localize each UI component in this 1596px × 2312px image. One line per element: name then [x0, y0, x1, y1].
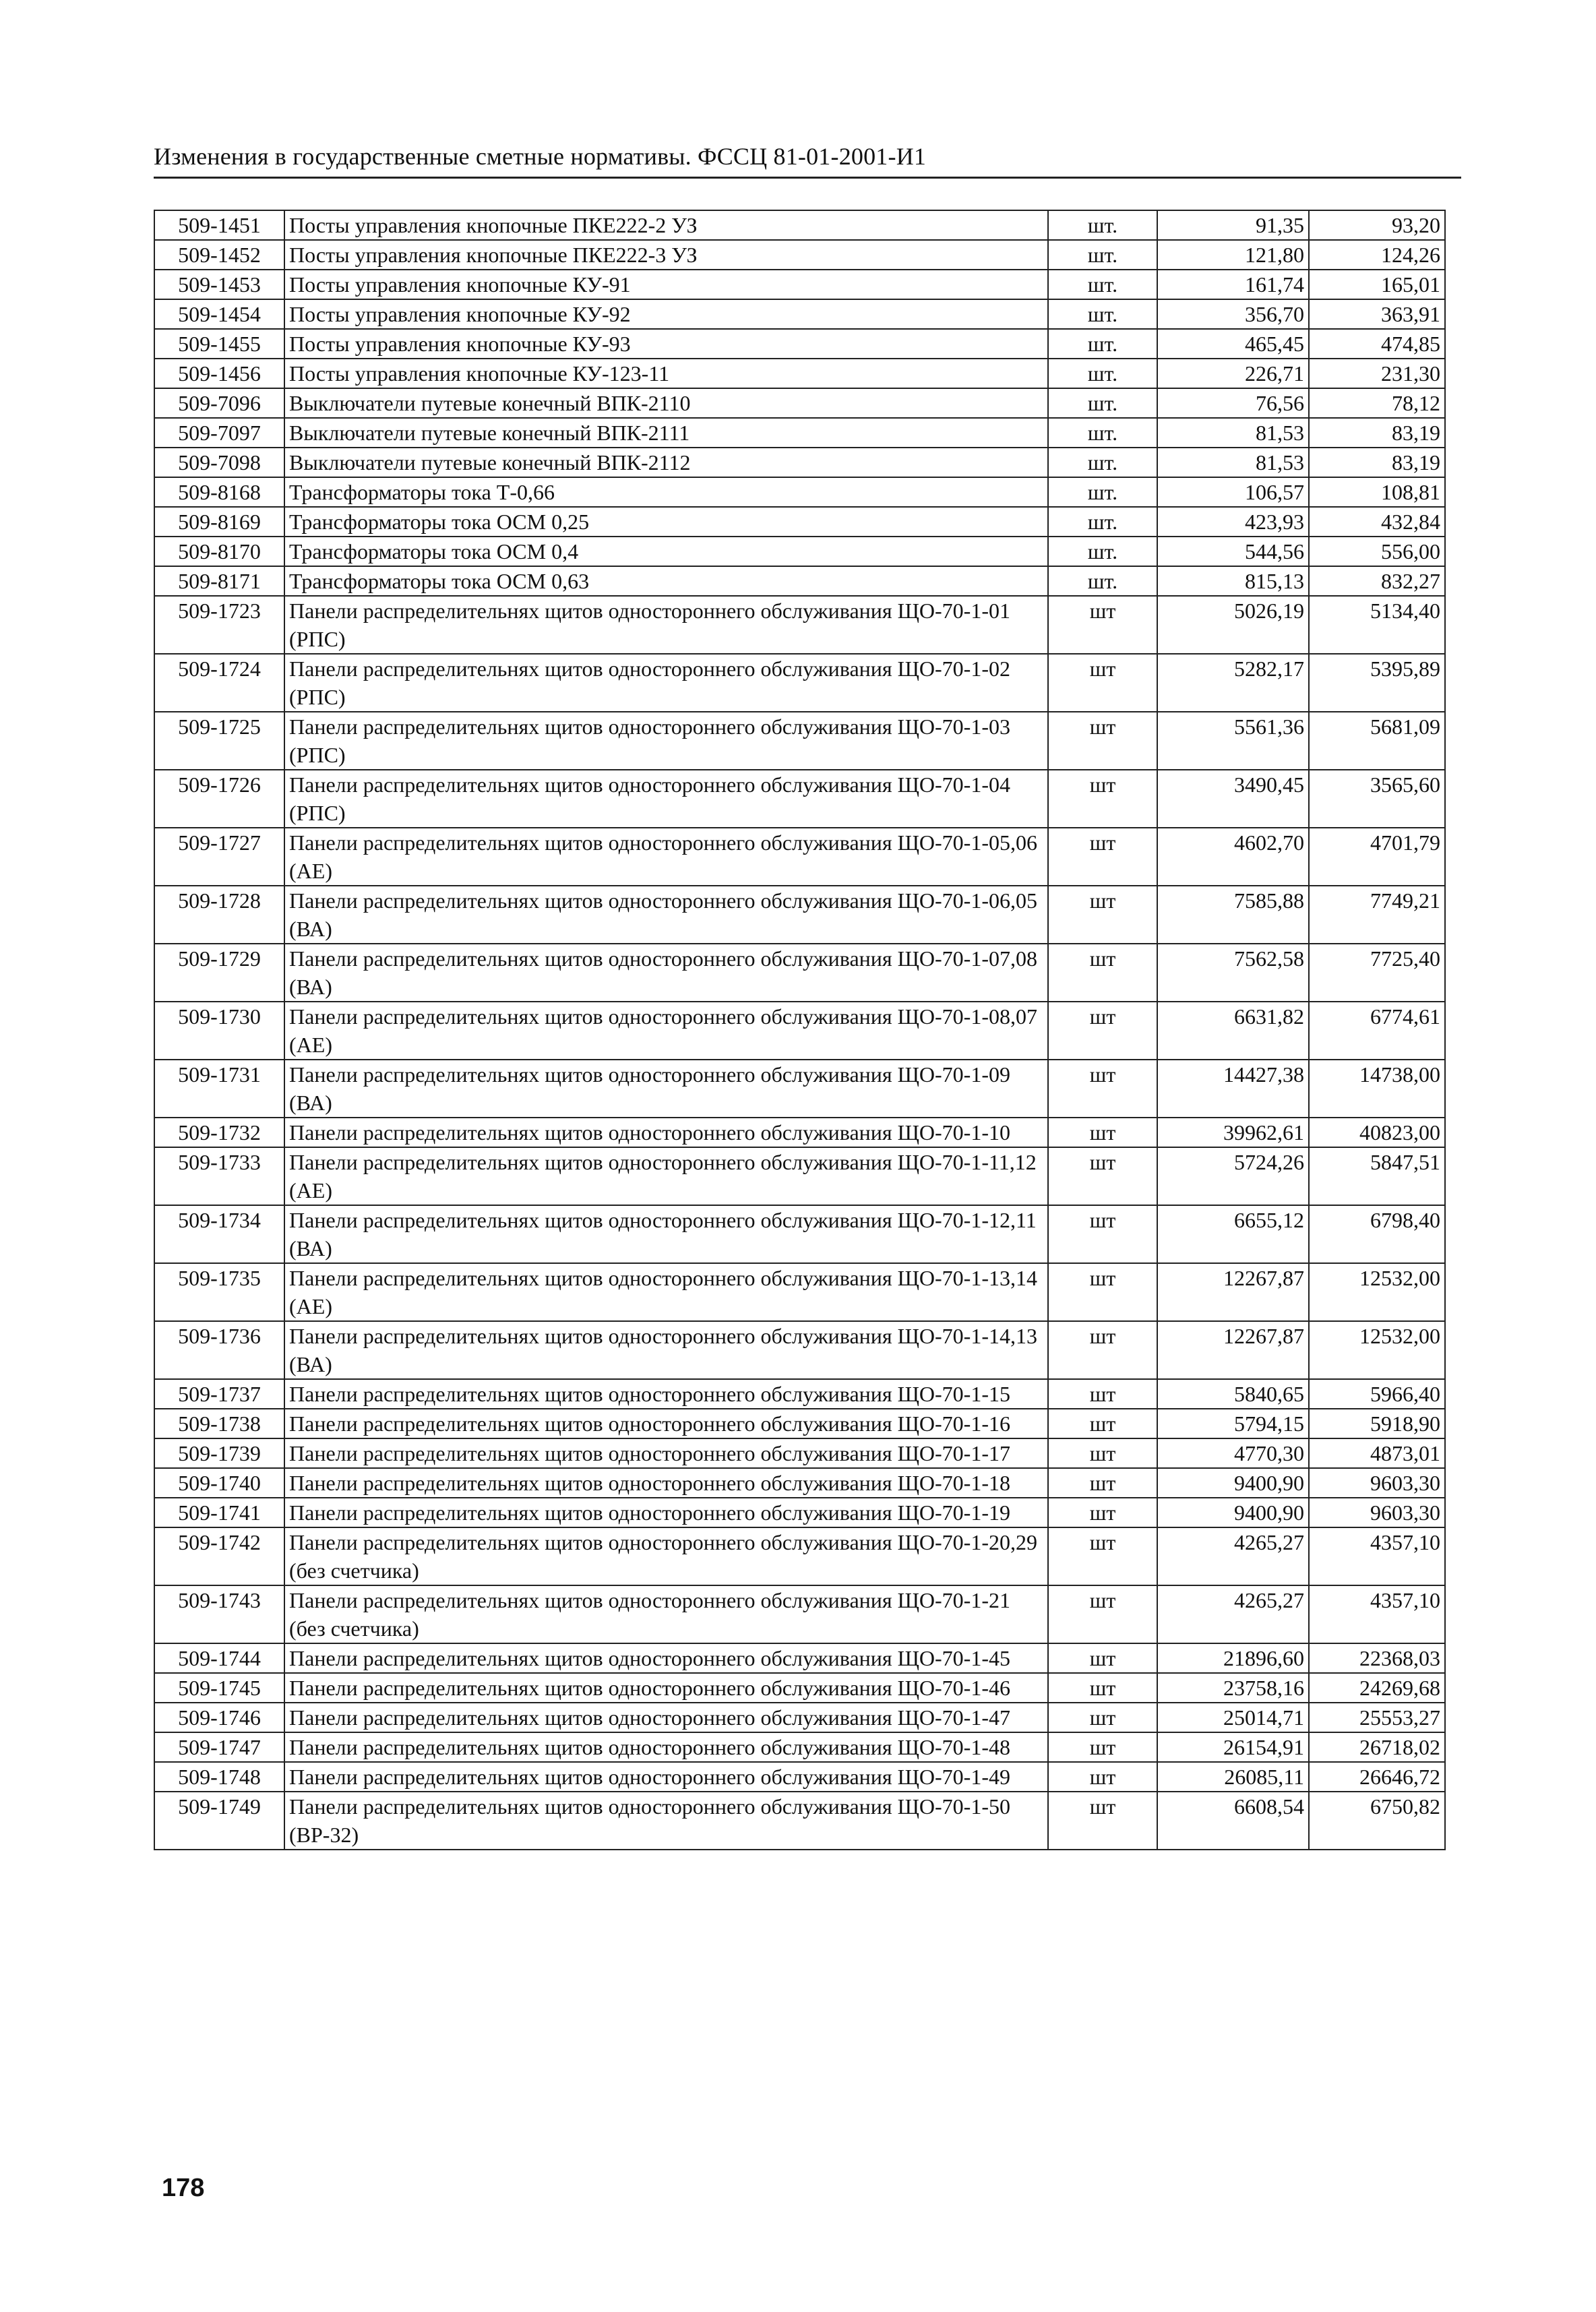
code-cell: 509-8171 — [154, 566, 284, 596]
code-cell: 509-7097 — [154, 418, 284, 448]
price-cell: 815,13 — [1157, 566, 1309, 596]
price-cell: 465,45 — [1157, 329, 1309, 359]
price-cell: 83,19 — [1309, 448, 1445, 477]
unit-cell: шт. — [1048, 418, 1157, 448]
table-row — [154, 1060, 1445, 1118]
code-cell: 509-1739 — [154, 1438, 284, 1468]
name-cell: Выключатели путевые конечный ВПК-2112 — [284, 448, 1048, 477]
price-cell: 9400,90 — [1157, 1468, 1309, 1498]
name-cell: Панели распределительнях щитов одностороннего обслуживания ЩО-70-1-04 (РПС) — [284, 770, 1048, 828]
unit-cell: шт — [1048, 1527, 1157, 1585]
name-cell: Трансформаторы тока Т-0,66 — [284, 477, 1048, 507]
unit-cell: шт. — [1048, 270, 1157, 299]
unit-cell: шт. — [1048, 240, 1157, 270]
table-row — [154, 240, 1445, 270]
code-cell: 509-7098 — [154, 448, 284, 477]
price-cell: 4602,70 — [1157, 828, 1309, 886]
price-cell: 5794,15 — [1157, 1409, 1309, 1438]
price-cell: 12532,00 — [1309, 1263, 1445, 1321]
price-cell: 6655,12 — [1157, 1205, 1309, 1263]
code-cell: 509-1455 — [154, 329, 284, 359]
unit-cell: шт — [1048, 1732, 1157, 1762]
table-row — [154, 1673, 1445, 1703]
price-cell: 24269,68 — [1309, 1673, 1445, 1703]
name-cell: Панели распределительнях щитов одностороннего обслуживания ЩО-70-1-11,12 (АЕ) — [284, 1147, 1048, 1205]
table-row — [154, 654, 1445, 712]
unit-cell: шт — [1048, 1585, 1157, 1643]
name-cell: Панели распределительнях щитов одностороннего обслуживания ЩО-70-1-13,14 (АЕ) — [284, 1263, 1048, 1321]
table-row — [154, 1792, 1445, 1850]
price-cell: 5918,90 — [1309, 1409, 1445, 1438]
price-cell: 9400,90 — [1157, 1498, 1309, 1527]
price-cell: 6798,40 — [1309, 1205, 1445, 1263]
name-cell: Панели распределительнях щитов одностороннего обслуживания ЩО-70-1-46 — [284, 1673, 1048, 1703]
code-cell: 509-1746 — [154, 1703, 284, 1732]
name-cell: Панели распределительнях щитов одностороннего обслуживания ЩО-70-1-50 (ВР-32) — [284, 1792, 1048, 1850]
code-cell: 509-8168 — [154, 477, 284, 507]
code-cell: 509-1736 — [154, 1321, 284, 1379]
price-cell: 4770,30 — [1157, 1438, 1309, 1468]
code-cell: 509-1728 — [154, 886, 284, 944]
code-cell: 509-1452 — [154, 240, 284, 270]
name-cell: Посты управления кнопочные КУ-93 — [284, 329, 1048, 359]
price-cell: 4873,01 — [1309, 1438, 1445, 1468]
code-cell: 509-1730 — [154, 1002, 284, 1060]
name-cell: Панели распределительнях щитов одностороннего обслуживания ЩО-70-1-47 — [284, 1703, 1048, 1732]
price-cell: 5561,36 — [1157, 712, 1309, 770]
unit-cell: шт — [1048, 1792, 1157, 1850]
code-cell: 509-8170 — [154, 537, 284, 566]
price-cell: 5395,89 — [1309, 654, 1445, 712]
unit-cell: шт — [1048, 1409, 1157, 1438]
price-cell: 9603,30 — [1309, 1468, 1445, 1498]
price-cell: 23758,16 — [1157, 1673, 1309, 1703]
table-row — [154, 886, 1445, 944]
table-row — [154, 507, 1445, 537]
table-row — [154, 1585, 1445, 1643]
price-cell: 5134,40 — [1309, 596, 1445, 654]
price-cell: 93,20 — [1309, 210, 1445, 240]
page-header: Изменения в государственные сметные нормативы. ФССЦ 81-01-2001-И1 — [154, 143, 927, 170]
unit-cell: шт — [1048, 1498, 1157, 1527]
price-cell: 474,85 — [1309, 329, 1445, 359]
table-row — [154, 712, 1445, 770]
price-cell: 26646,72 — [1309, 1762, 1445, 1792]
unit-cell: шт. — [1048, 359, 1157, 388]
code-cell: 509-1731 — [154, 1060, 284, 1118]
price-cell: 39962,61 — [1157, 1118, 1309, 1147]
code-cell: 509-1738 — [154, 1409, 284, 1438]
price-cell: 161,74 — [1157, 270, 1309, 299]
table-row — [154, 299, 1445, 329]
price-cell: 3490,45 — [1157, 770, 1309, 828]
code-cell: 509-1453 — [154, 270, 284, 299]
price-cell: 556,00 — [1309, 537, 1445, 566]
code-cell: 509-1745 — [154, 1673, 284, 1703]
price-cell: 4357,10 — [1309, 1527, 1445, 1585]
table-row — [154, 418, 1445, 448]
table-row — [154, 1118, 1445, 1147]
price-cell: 81,53 — [1157, 418, 1309, 448]
unit-cell: шт — [1048, 1468, 1157, 1498]
name-cell: Панели распределительнях щитов одностороннего обслуживания ЩО-70-1-15 — [284, 1379, 1048, 1409]
code-cell: 509-1735 — [154, 1263, 284, 1321]
price-cell: 25553,27 — [1309, 1703, 1445, 1732]
name-cell: Панели распределительнях щитов одностороннего обслуживания ЩО-70-1-07,08 (ВА) — [284, 944, 1048, 1002]
table-row — [154, 1409, 1445, 1438]
unit-cell: шт. — [1048, 388, 1157, 418]
price-cell: 6750,82 — [1309, 1792, 1445, 1850]
name-cell: Трансформаторы тока ОСМ 0,4 — [284, 537, 1048, 566]
code-cell: 509-1454 — [154, 299, 284, 329]
code-cell: 509-1726 — [154, 770, 284, 828]
price-cell: 7562,58 — [1157, 944, 1309, 1002]
price-cell: 124,26 — [1309, 240, 1445, 270]
name-cell: Панели распределительнях щитов одностороннего обслуживания ЩО-70-1-10 — [284, 1118, 1048, 1147]
price-cell: 81,53 — [1157, 448, 1309, 477]
table-row — [154, 388, 1445, 418]
table-row — [154, 1263, 1445, 1321]
name-cell: Панели распределительнях щитов одностороннего обслуживания ЩО-70-1-49 — [284, 1762, 1048, 1792]
table-row — [154, 329, 1445, 359]
name-cell: Посты управления кнопочные КУ-92 — [284, 299, 1048, 329]
code-cell: 509-1456 — [154, 359, 284, 388]
price-cell: 12532,00 — [1309, 1321, 1445, 1379]
price-cell: 14427,38 — [1157, 1060, 1309, 1118]
table-row — [154, 596, 1445, 654]
unit-cell: шт. — [1048, 566, 1157, 596]
name-cell: Панели распределительнях щитов одностороннего обслуживания ЩО-70-1-21 (без счетчика) — [284, 1585, 1048, 1643]
unit-cell: шт — [1048, 1321, 1157, 1379]
table-row — [154, 1703, 1445, 1732]
name-cell: Панели распределительнях щитов одностороннего обслуживания ЩО-70-1-06,05 (ВА) — [284, 886, 1048, 944]
table-row — [154, 1205, 1445, 1263]
unit-cell: шт. — [1048, 448, 1157, 477]
price-cell: 3565,60 — [1309, 770, 1445, 828]
price-cell: 21896,60 — [1157, 1643, 1309, 1673]
unit-cell: шт — [1048, 1205, 1157, 1263]
price-cell: 7749,21 — [1309, 886, 1445, 944]
unit-cell: шт — [1048, 1002, 1157, 1060]
price-cell: 106,57 — [1157, 477, 1309, 507]
table-row — [154, 1321, 1445, 1379]
name-cell: Панели распределительнях щитов одностороннего обслуживания ЩО-70-1-01 (РПС) — [284, 596, 1048, 654]
unit-cell: шт — [1048, 886, 1157, 944]
table-row — [154, 944, 1445, 1002]
table-row — [154, 359, 1445, 388]
table-row — [154, 566, 1445, 596]
price-table-body — [154, 210, 1445, 1850]
price-cell: 5840,65 — [1157, 1379, 1309, 1409]
unit-cell: шт. — [1048, 507, 1157, 537]
table-row — [154, 1438, 1445, 1468]
name-cell: Панели распределительнях щитов одностороннего обслуживания ЩО-70-1-12,11 (ВА) — [284, 1205, 1048, 1263]
price-cell: 363,91 — [1309, 299, 1445, 329]
price-cell: 6608,54 — [1157, 1792, 1309, 1850]
code-cell: 509-1749 — [154, 1792, 284, 1850]
price-cell: 26154,91 — [1157, 1732, 1309, 1762]
page-number: 178 — [162, 2174, 205, 2202]
price-cell: 231,30 — [1309, 359, 1445, 388]
code-cell: 509-1744 — [154, 1643, 284, 1673]
unit-cell: шт — [1048, 1147, 1157, 1205]
code-cell: 509-1451 — [154, 210, 284, 240]
unit-cell: шт — [1048, 1263, 1157, 1321]
table-row — [154, 1379, 1445, 1409]
name-cell: Выключатели путевые конечный ВПК-2110 — [284, 388, 1048, 418]
code-cell: 509-1748 — [154, 1762, 284, 1792]
price-cell: 14738,00 — [1309, 1060, 1445, 1118]
name-cell: Панели распределительнях щитов одностороннего обслуживания ЩО-70-1-17 — [284, 1438, 1048, 1468]
unit-cell: шт — [1048, 1118, 1157, 1147]
name-cell: Панели распределительнях щитов одностороннего обслуживания ЩО-70-1-16 — [284, 1409, 1048, 1438]
header-rule — [154, 177, 1461, 179]
code-cell: 509-1734 — [154, 1205, 284, 1263]
code-cell: 509-1729 — [154, 944, 284, 1002]
unit-cell: шт. — [1048, 537, 1157, 566]
price-cell: 26718,02 — [1309, 1732, 1445, 1762]
code-cell: 509-1725 — [154, 712, 284, 770]
price-cell: 91,35 — [1157, 210, 1309, 240]
unit-cell: шт — [1048, 770, 1157, 828]
unit-cell: шт — [1048, 1438, 1157, 1468]
price-cell: 5681,09 — [1309, 712, 1445, 770]
unit-cell: шт — [1048, 1379, 1157, 1409]
price-cell: 78,12 — [1309, 388, 1445, 418]
table-row — [154, 1732, 1445, 1762]
unit-cell: шт — [1048, 944, 1157, 1002]
price-cell: 4701,79 — [1309, 828, 1445, 886]
table-row — [154, 448, 1445, 477]
price-cell: 423,93 — [1157, 507, 1309, 537]
price-cell: 108,81 — [1309, 477, 1445, 507]
price-cell: 4265,27 — [1157, 1527, 1309, 1585]
name-cell: Панели распределительнях щитов одностороннего обслуживания ЩО-70-1-05,06 (АЕ) — [284, 828, 1048, 886]
table-row — [154, 828, 1445, 886]
price-cell: 226,71 — [1157, 359, 1309, 388]
unit-cell: шт — [1048, 1643, 1157, 1673]
table-row — [154, 1643, 1445, 1673]
price-cell: 356,70 — [1157, 299, 1309, 329]
price-cell: 165,01 — [1309, 270, 1445, 299]
code-cell: 509-1724 — [154, 654, 284, 712]
price-cell: 5282,17 — [1157, 654, 1309, 712]
code-cell: 509-1723 — [154, 596, 284, 654]
unit-cell: шт. — [1048, 210, 1157, 240]
price-cell: 5724,26 — [1157, 1147, 1309, 1205]
name-cell: Панели распределительнях щитов одностороннего обслуживания ЩО-70-1-03 (РПС) — [284, 712, 1048, 770]
price-cell: 83,19 — [1309, 418, 1445, 448]
price-cell: 832,27 — [1309, 566, 1445, 596]
price-cell: 5026,19 — [1157, 596, 1309, 654]
name-cell: Трансформаторы тока ОСМ 0,25 — [284, 507, 1048, 537]
code-cell: 509-1743 — [154, 1585, 284, 1643]
price-cell: 6774,61 — [1309, 1002, 1445, 1060]
name-cell: Посты управления кнопочные КУ-123-11 — [284, 359, 1048, 388]
price-cell: 7585,88 — [1157, 886, 1309, 944]
code-cell: 509-1737 — [154, 1379, 284, 1409]
unit-cell: шт — [1048, 654, 1157, 712]
unit-cell: шт — [1048, 1673, 1157, 1703]
code-cell: 509-1742 — [154, 1527, 284, 1585]
price-cell: 5966,40 — [1309, 1379, 1445, 1409]
code-cell: 509-1747 — [154, 1732, 284, 1762]
unit-cell: шт — [1048, 1703, 1157, 1732]
table-row — [154, 477, 1445, 507]
name-cell: Панели распределительнях щитов одностороннего обслуживания ЩО-70-1-08,07 (АЕ) — [284, 1002, 1048, 1060]
unit-cell: шт. — [1048, 477, 1157, 507]
price-cell: 76,56 — [1157, 388, 1309, 418]
price-cell: 40823,00 — [1309, 1118, 1445, 1147]
price-cell: 544,56 — [1157, 537, 1309, 566]
table-row — [154, 1468, 1445, 1498]
unit-cell: шт — [1048, 1060, 1157, 1118]
price-cell: 4265,27 — [1157, 1585, 1309, 1643]
code-cell: 509-1727 — [154, 828, 284, 886]
unit-cell: шт — [1048, 596, 1157, 654]
table-row — [154, 770, 1445, 828]
code-cell: 509-1733 — [154, 1147, 284, 1205]
table-row — [154, 1147, 1445, 1205]
price-cell: 22368,03 — [1309, 1643, 1445, 1673]
price-cell: 7725,40 — [1309, 944, 1445, 1002]
price-cell: 4357,10 — [1309, 1585, 1445, 1643]
price-cell: 12267,87 — [1157, 1263, 1309, 1321]
name-cell: Панели распределительнях щитов одностороннего обслуживания ЩО-70-1-18 — [284, 1468, 1048, 1498]
name-cell: Посты управления кнопочные ПКЕ222-3 УЗ — [284, 240, 1048, 270]
name-cell: Панели распределительнях щитов одностороннего обслуживания ЩО-70-1-19 — [284, 1498, 1048, 1527]
unit-cell: шт. — [1048, 329, 1157, 359]
price-cell: 5847,51 — [1309, 1147, 1445, 1205]
table-row — [154, 1762, 1445, 1792]
price-cell: 26085,11 — [1157, 1762, 1309, 1792]
code-cell: 509-7096 — [154, 388, 284, 418]
unit-cell: шт. — [1048, 299, 1157, 329]
table-row — [154, 1002, 1445, 1060]
price-cell: 9603,30 — [1309, 1498, 1445, 1527]
name-cell: Трансформаторы тока ОСМ 0,63 — [284, 566, 1048, 596]
price-cell: 121,80 — [1157, 240, 1309, 270]
price-cell: 432,84 — [1309, 507, 1445, 537]
price-table — [154, 210, 1446, 1850]
name-cell: Посты управления кнопочные ПКЕ222-2 УЗ — [284, 210, 1048, 240]
table-row — [154, 1498, 1445, 1527]
unit-cell: шт — [1048, 712, 1157, 770]
code-cell: 509-1741 — [154, 1498, 284, 1527]
price-cell: 25014,71 — [1157, 1703, 1309, 1732]
name-cell: Панели распределительнях щитов одностороннего обслуживания ЩО-70-1-45 — [284, 1643, 1048, 1673]
table-row — [154, 210, 1445, 240]
code-cell: 509-1740 — [154, 1468, 284, 1498]
name-cell: Панели распределительнях щитов одностороннего обслуживания ЩО-70-1-48 — [284, 1732, 1048, 1762]
table-row — [154, 537, 1445, 566]
price-cell: 6631,82 — [1157, 1002, 1309, 1060]
name-cell: Панели распределительнях щитов одностороннего обслуживания ЩО-70-1-14,13 (ВА) — [284, 1321, 1048, 1379]
code-cell: 509-1732 — [154, 1118, 284, 1147]
table-row — [154, 1527, 1445, 1585]
name-cell: Выключатели путевые конечный ВПК-2111 — [284, 418, 1048, 448]
table-row — [154, 270, 1445, 299]
name-cell: Панели распределительнях щитов одностороннего обслуживания ЩО-70-1-02 (РПС) — [284, 654, 1048, 712]
unit-cell: шт — [1048, 1762, 1157, 1792]
name-cell: Панели распределительнях щитов одностороннего обслуживания ЩО-70-1-20,29 (без счетчика) — [284, 1527, 1048, 1585]
unit-cell: шт — [1048, 828, 1157, 886]
price-cell: 12267,87 — [1157, 1321, 1309, 1379]
name-cell: Посты управления кнопочные КУ-91 — [284, 270, 1048, 299]
name-cell: Панели распределительнях щитов одностороннего обслуживания ЩО-70-1-09 (ВА) — [284, 1060, 1048, 1118]
code-cell: 509-8169 — [154, 507, 284, 537]
